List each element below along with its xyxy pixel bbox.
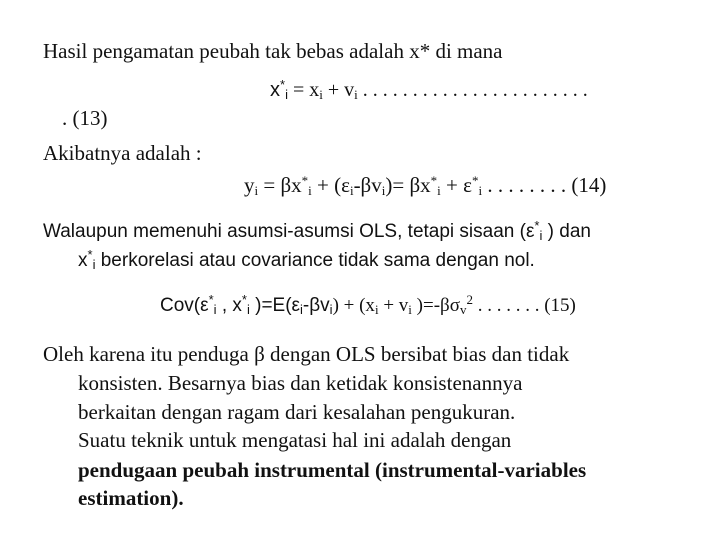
eq15-part4: -βv	[302, 295, 330, 316]
eq15-sub-v: v	[459, 302, 467, 317]
walaupun-star: *	[534, 218, 540, 233]
walaupun-text-rest: berkorelasi atau covariance tidak sama dengan nol.	[95, 250, 535, 271]
eq13-number-text: . (13)	[62, 106, 108, 130]
eq13-plus-v: + v	[322, 79, 355, 101]
intro-text	[43, 38, 503, 64]
oleh-line-3	[78, 399, 515, 425]
eq14-sub2: i	[349, 183, 354, 198]
eq13-star: *	[280, 77, 286, 92]
walaupun-text-b: ) dan	[542, 221, 591, 242]
eq15-part5: ) + (x	[332, 295, 375, 316]
oleh-line-4	[78, 427, 511, 453]
walaupun-x: x	[78, 250, 88, 271]
equation-13	[270, 77, 588, 103]
walaupun-text-a: Walaupun memenuhi asumsi-asumsi OLS, tetapi sisaan (ε	[43, 221, 535, 242]
equation-15	[160, 293, 576, 319]
eq14-sub4: i	[437, 183, 441, 198]
eq15-sup-2: 2	[466, 292, 473, 307]
equation-13-number	[62, 105, 108, 131]
eq14-part5: + ε	[440, 173, 472, 197]
eq13-rhs: = x	[287, 79, 320, 101]
eq15-sub1: i	[213, 302, 217, 317]
eq13-v-sub: i	[354, 87, 358, 102]
eq14-sub3: i	[381, 183, 386, 198]
akibat-label-text: Akibatnya adalah :	[43, 141, 202, 165]
walaupun-line-1	[43, 219, 591, 245]
eq15-star2: *	[241, 292, 247, 307]
eq13-dots: . . . . . . . . . . . . . . . . . . . . . . .	[357, 79, 588, 101]
eq15-star1: *	[208, 292, 214, 307]
eq14-star2: *	[430, 173, 438, 188]
intro-text-content: Hasil pengamatan peubah tak bebas adalah x* di mana	[43, 39, 503, 63]
eq15-sub2: i	[246, 302, 250, 317]
eq13-sub-i: i	[285, 87, 288, 102]
eq14-sub1: i	[308, 183, 312, 198]
walaupun-line-2	[78, 248, 535, 274]
eq15-sub4: i	[329, 302, 333, 317]
eq15-part1: Cov(ε	[160, 295, 209, 316]
walaupun-sub-i: i	[539, 228, 543, 243]
eq14-part6: . . . . . . . . (14)	[482, 173, 607, 197]
oleh-text-2: konsisten. Besarnya bias dan ketidak konsistenannya	[78, 371, 523, 395]
eq15-part6: + v	[378, 295, 409, 316]
oleh-line-6	[78, 485, 184, 511]
eq14-lhs: y	[244, 173, 255, 197]
oleh-line-2	[78, 370, 522, 396]
oleh-text-6: estimation).	[78, 486, 184, 510]
walaupun-x-sub: i	[92, 257, 96, 272]
eq13-x: x	[270, 79, 280, 101]
eq15-part8: . . . . . . . (15)	[472, 295, 576, 316]
akibat-label	[43, 140, 202, 166]
oleh-text-4: Suatu teknik untuk mengatasi hal ini adalah dengan	[78, 428, 512, 452]
eq14-part1: = βx	[258, 173, 302, 197]
eq14-sub5: i	[478, 183, 483, 198]
eq14-lhs-sub: i	[254, 183, 259, 198]
eq14-star1: *	[301, 173, 309, 188]
equation-14	[244, 172, 606, 198]
eq14-part3: -βv	[353, 173, 382, 197]
eq13-rhs-sub: i	[319, 87, 323, 102]
oleh-text-5: pendugaan peubah instrumental (instrumental-variables	[78, 458, 587, 482]
eq14-part4: )= βx	[385, 173, 431, 197]
eq15-sub3: i	[300, 302, 303, 317]
eq14-star3: *	[471, 173, 479, 188]
walaupun-x-star: *	[87, 247, 93, 262]
oleh-line-1	[43, 341, 569, 367]
eq15-part3: )=E(ε	[249, 295, 301, 316]
eq15-sub6: i	[408, 302, 412, 317]
eq15-part2: , x	[216, 295, 242, 316]
eq15-sub5: i	[374, 302, 379, 317]
oleh-text-3: berkaitan dengan ragam dari kesalahan pengukuran.	[78, 400, 516, 424]
eq15-part7: )=-βσ	[411, 295, 460, 316]
eq14-part2: + (ε	[311, 173, 350, 197]
oleh-line-5	[78, 457, 586, 483]
oleh-text-1: Oleh karena itu penduga β dengan OLS bersibat bias dan tidak	[43, 342, 570, 366]
